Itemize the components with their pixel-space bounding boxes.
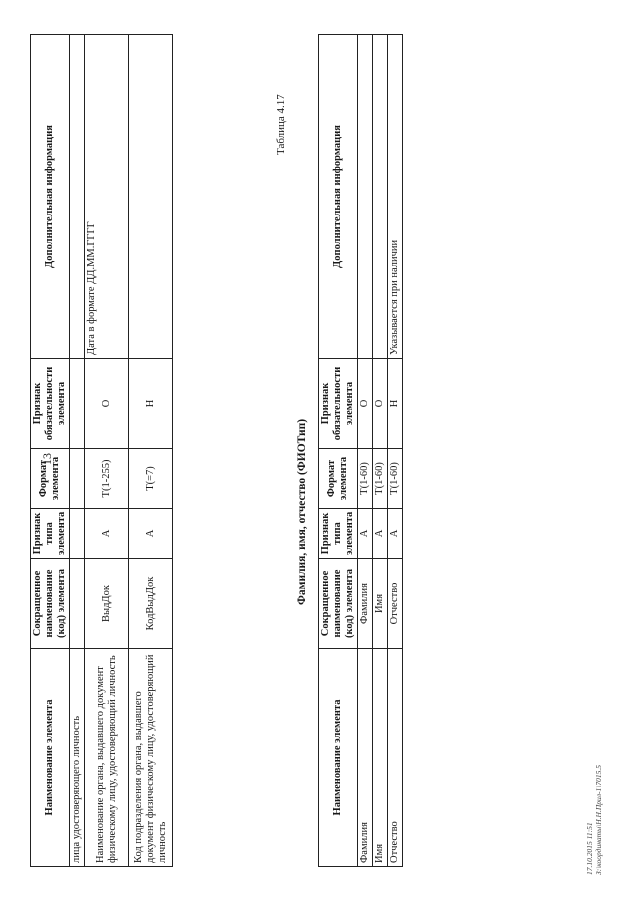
table-cell: Имя (373, 649, 388, 867)
table-row (70, 35, 85, 867)
table-cell (70, 35, 85, 359)
table-cell: Имя (373, 559, 388, 649)
table-cell: Отчество (388, 559, 403, 649)
table-cell (373, 35, 388, 359)
table-cell: А (358, 509, 373, 559)
table-cell: Наименование органа, выдавшего документ физическому лицу, удостоверяющий личность (85, 649, 129, 867)
elements-table-continued (30, 34, 173, 867)
table-row (129, 35, 173, 867)
column-header: Наименование элемента (31, 649, 70, 867)
table-cell (358, 35, 373, 359)
file-stamp (585, 765, 603, 875)
stamp-path: З:\координаты\Н.Н.Прил-1\7015.5 (594, 765, 603, 875)
table-cell: О (85, 359, 129, 449)
column-header: Дополнительная информация (31, 35, 70, 359)
table-cell: Дата в формате ДД.ММ.ГГГГ (85, 35, 129, 359)
table-cell: T(1-255) (85, 449, 129, 509)
table-cell: T(1-60) (373, 449, 388, 509)
column-header: Признак типа элемента (31, 509, 70, 559)
table-cell: О (358, 359, 373, 449)
column-header: Наименование элемента (319, 649, 358, 867)
column-header: Дополнительная информация (319, 35, 358, 359)
table-row (358, 35, 373, 867)
table-cell: Фамилия (358, 559, 373, 649)
table-cell: ВыдДок (85, 559, 129, 649)
table-row (388, 35, 403, 867)
table-cell (70, 449, 85, 509)
table-cell: Отчество (388, 649, 403, 867)
column-header: Сокращенное наименование (код) элемента (31, 559, 70, 649)
fio-table (318, 34, 403, 867)
page-number: 13 (40, 453, 54, 465)
table-cell (70, 509, 85, 559)
table-cell (70, 359, 85, 449)
table-cell: О (373, 359, 388, 449)
column-header: Признак типа элемента (319, 509, 358, 559)
table-cell: А (388, 509, 403, 559)
table-header-row (319, 35, 358, 867)
table-label: Таблица 4.17 (275, 94, 287, 155)
table-row (373, 35, 388, 867)
table-row (85, 35, 129, 867)
column-header: Сокращенное наименование (код) элемента (319, 559, 358, 649)
column-header: Признак обязательности элемента (31, 359, 70, 449)
table-cell: лица удостоверяющего личность (70, 649, 85, 867)
table-cell: А (85, 509, 129, 559)
table-title: Фамилия, имя, отчество (ФИОТип) (296, 418, 308, 605)
table-cell: Н (388, 359, 403, 449)
table-cell: T(1-60) (388, 449, 403, 509)
column-header: Признак обязательности элемента (319, 359, 358, 449)
table-cell (70, 559, 85, 649)
column-header: Формат элемента (31, 449, 70, 509)
table-cell: А (373, 509, 388, 559)
table-cell: КодВыдДок (129, 559, 173, 649)
column-header: Формат элемента (319, 449, 358, 509)
table-cell: T(=7) (129, 449, 173, 509)
stamp-date: 17.10.2015 11:51 (585, 822, 594, 875)
table-cell: Код подразделения органа, выдавшего документ физическому лицу, удостоверяющий личность (129, 649, 173, 867)
table-cell: T(1-60) (358, 449, 373, 509)
table-header-row (31, 35, 70, 867)
table-cell: Указывается при наличии (388, 35, 403, 359)
table-cell (129, 35, 173, 359)
table-cell: Н (129, 359, 173, 449)
table-cell: Фамилия (358, 649, 373, 867)
table-cell: А (129, 509, 173, 559)
